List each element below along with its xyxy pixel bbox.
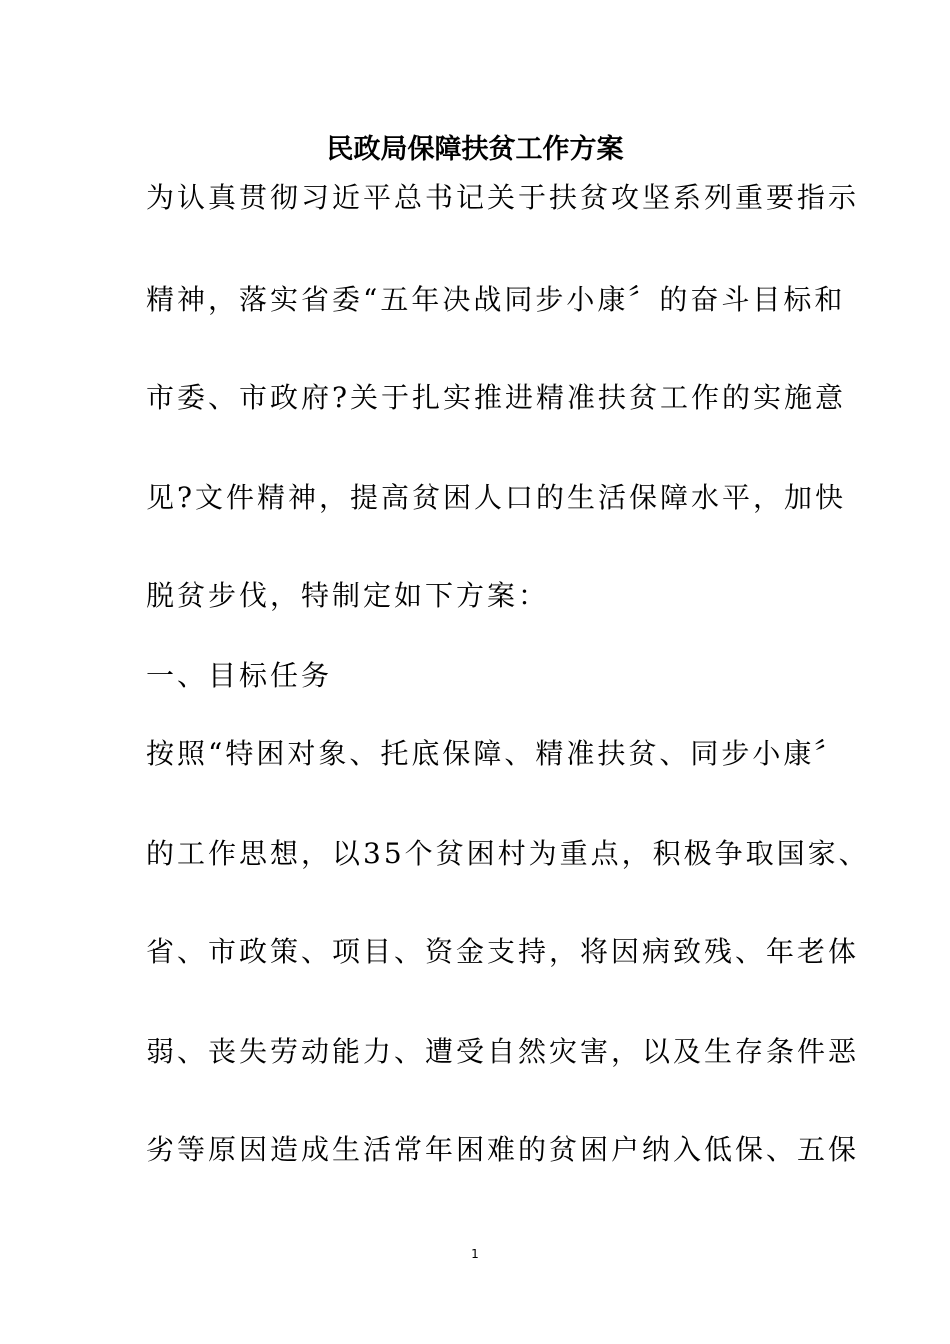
body-line: 脱贫步伐，特制定如下方案： xyxy=(146,579,550,612)
body-line: 按照“特困对象、托底保障、精准扶贫、同步小康〞 xyxy=(146,737,846,770)
body-line: 精神，落实省委“五年决战同步小康〞的奋斗目标和 xyxy=(146,283,846,316)
page-number: 1 xyxy=(471,1247,479,1261)
body-line: 市委、市政府?关于扎实推进精准扶贫工作的实施意 xyxy=(146,381,847,414)
body-line: 见?文件精神，提高贫困人口的生活保障水平，加快 xyxy=(146,481,847,514)
page-title: 民政局保障扶贫工作方案 xyxy=(326,134,624,165)
body-line: 弱、丧失劳动能力、遭受自然灾害，以及生存条件恶 xyxy=(146,1035,860,1068)
body-line: 省、市政策、项目、资金支持，将因病致残、年老体 xyxy=(146,935,860,968)
section-heading: 一、目标任务 xyxy=(146,659,333,692)
body-line: 劣等原因造成生活常年困难的贫困户纳入低保、五保 xyxy=(146,1133,860,1166)
body-line: 为认真贯彻习近平总书记关于扶贫攻坚系列重要指示 xyxy=(146,181,860,214)
body-line: 的工作思想，以35个贫困村为重点，积极争取国家、 xyxy=(146,837,870,870)
